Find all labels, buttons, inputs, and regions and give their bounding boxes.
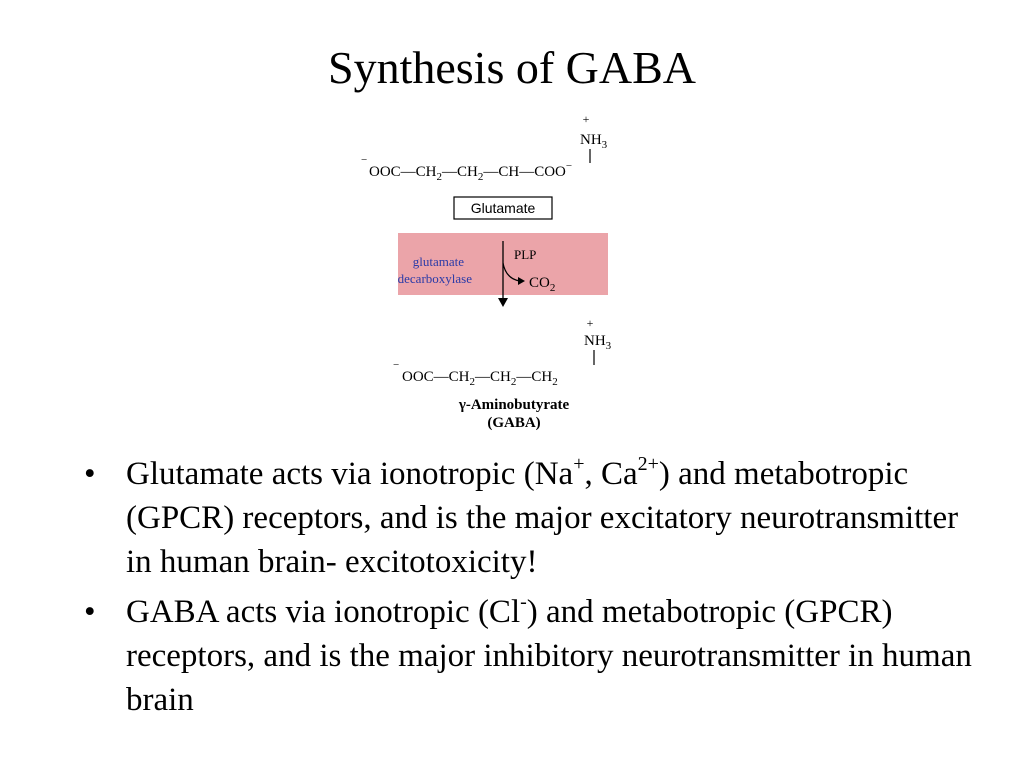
bullet-marker: • [84, 456, 96, 492]
bullet-text: Glutamate acts via ionotropic (Na+, $Ca^{2+}$) and metabotropic (GPCR) receptors, and is the major excitatory neurotransmitter in human brain- excitotoxicity! [126, 453, 959, 580]
glutamate-label: Glutamate [470, 200, 536, 216]
cofactor-label: PLP [514, 247, 537, 262]
gaba-chain: $OOC—CH_2—CH_2—CH_2$ [402, 369, 558, 388]
bullet-list [84, 452, 984, 728]
bullet-marker: • [84, 594, 96, 630]
co2-label: $CO_2$ [529, 275, 556, 294]
enzyme-name-line2: decarboxylase [397, 271, 472, 286]
gaba-abbr: (GABA) [487, 415, 541, 431]
gaba-name: γ-Aminobutyrate [458, 397, 570, 413]
gaba-synthesis-figure [336, 93, 688, 443]
glutamate-nh3: $NH_3$ [580, 132, 608, 151]
gaba-plus: + [586, 316, 594, 330]
bullet-item-gaba [84, 590, 984, 722]
reaction-diagram [336, 93, 688, 443]
slide-title: Synthesis of GABA [327, 42, 697, 93]
enzyme-name-line1: glutamate [412, 254, 464, 269]
glutamate-minus: − [361, 154, 368, 166]
glutamate-chain: $OOC—CH_2—CH_2—CH—COO^-$ [369, 160, 573, 183]
gaba-minus: − [393, 359, 400, 371]
bullet-item-glutamate [84, 452, 984, 584]
gaba-nh3: $NH_3$ [584, 333, 612, 352]
glutamate-plus: + [582, 112, 590, 126]
bullet-text: GABA acts via ionotropic (Cl-) and metabotropic (GPCR) receptors, and is the major inhibitory neurotransmitter in human brain [126, 591, 972, 718]
